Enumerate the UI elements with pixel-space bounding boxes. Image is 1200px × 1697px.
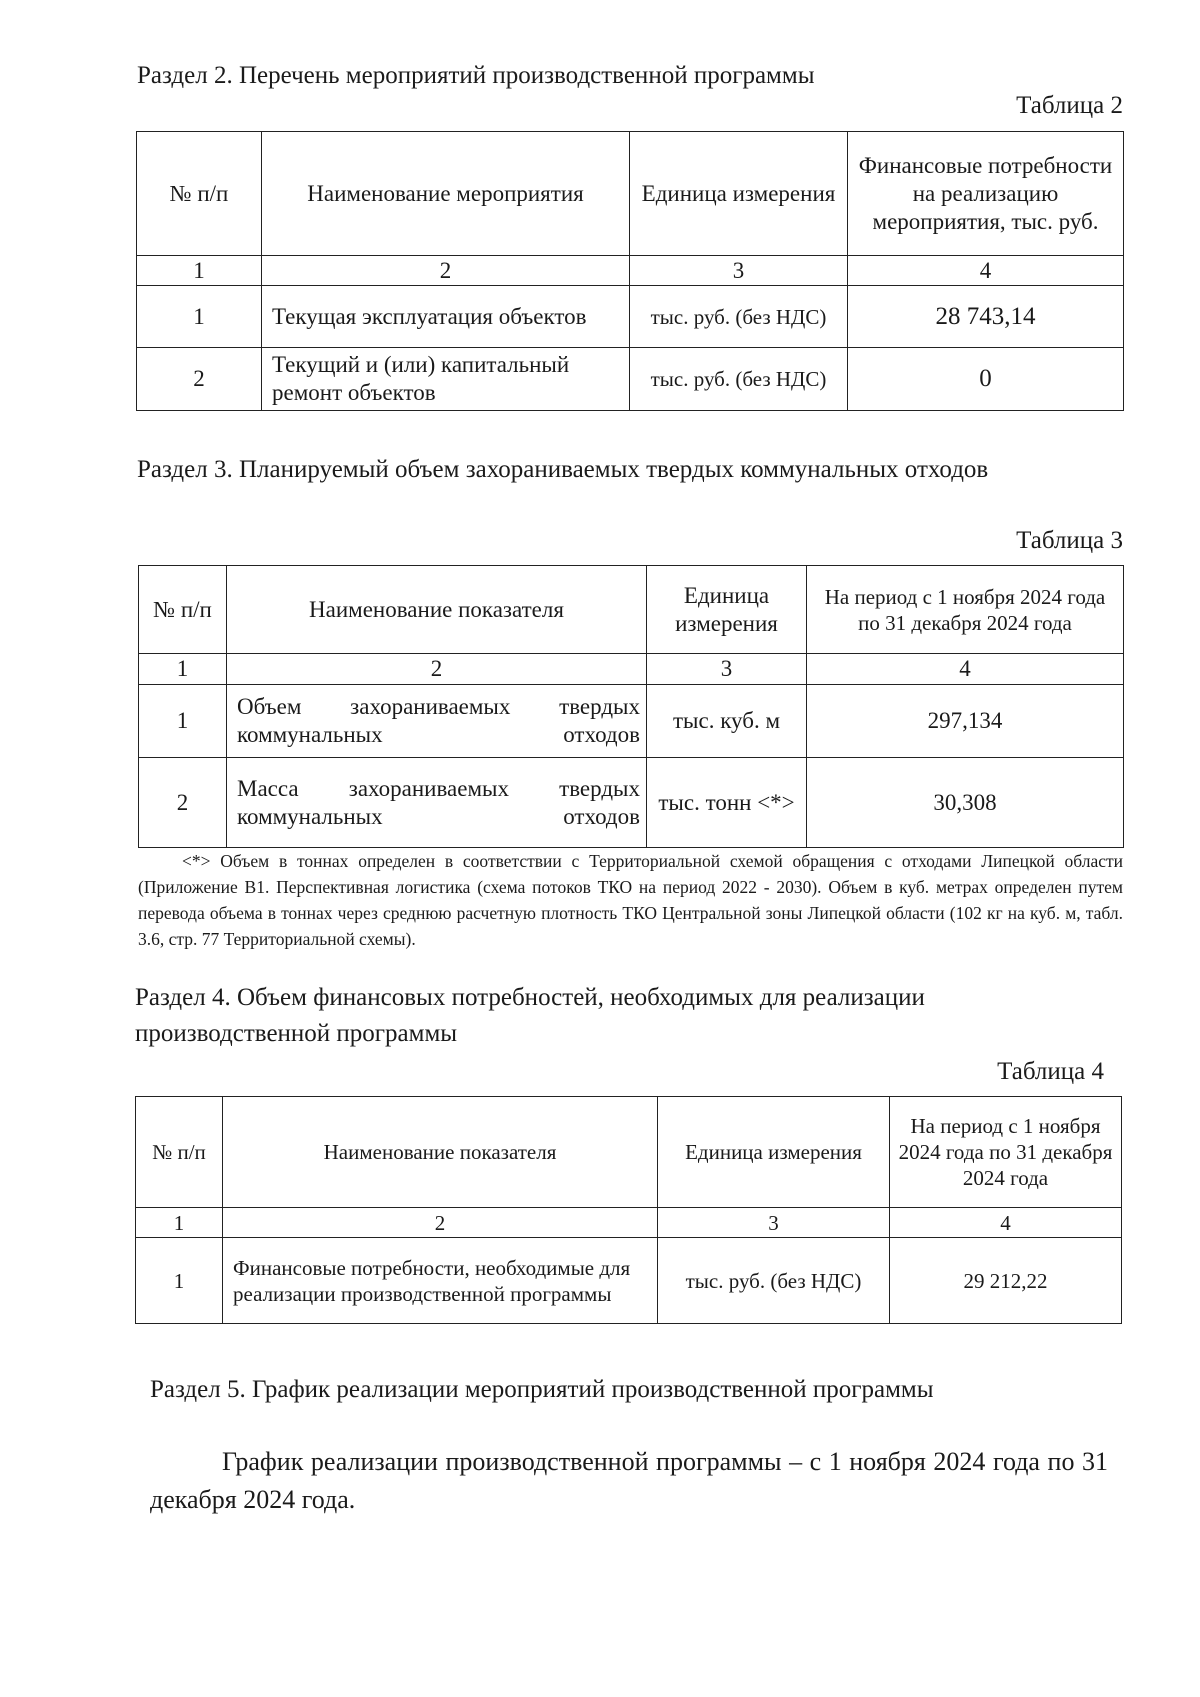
header-cell: На период с 1 ноября 2024 года по 31 декабря 2024 года [890,1097,1122,1208]
row-name-cell: Текущая эксплуатация объектов [262,286,630,348]
row-name-cell: Масса захораниваемых твердых коммунальных отходов [227,758,647,848]
col-number-cell: 1 [137,256,262,286]
header-cell: № п/п [139,566,227,654]
table-2-caption: Таблица 2 [1016,92,1123,119]
table-3-footnote: <*> Объем в тоннах определен в соответствии с Территориальной схемой обращения с отходами Липецкой области (Приложение В1. Перспективная логистика (схема потоков ТКО на период 2022 - 2030). Объем в куб. метрах определен путем перевода объема в тоннах через среднюю расчетную плотность ТКО Центральной зоны Липецкой области (102 кг на куб. м, табл. 3.6, стр. 77 Территориальной схемы). [138,851,1123,949]
row-unit-cell: тыс. руб. (без НДС) [658,1238,890,1324]
table-row [139,685,1124,758]
section-4-heading: Раздел 4. Объем финансовых потребностей, необходимых для реализации производственной программы [135,984,925,1047]
row-name-cell: Текущий и (или) капитальный ремонт объектов [262,348,630,411]
table-2 [136,131,1124,411]
row-unit-cell: тыс. руб. (без НДС) [630,286,848,348]
row-number-cell: 1 [137,286,262,348]
table-row [139,758,1124,848]
section-5-heading: Раздел 5. График реализации мероприятий производственной программы [150,1376,934,1403]
row-number-cell: 2 [137,348,262,411]
table-3 [138,565,1124,848]
header-cell: Единица измерения [647,566,807,654]
row-value-cell: 297,134 [807,685,1124,758]
header-cell: На период с 1 ноября 2024 года по 31 декабря 2024 года [807,566,1124,654]
col-number-cell: 2 [223,1208,658,1238]
header-cell: Единица измерения [658,1097,890,1208]
section-3-heading: Раздел 3. Планируемый объем захораниваемых твердых коммунальных отходов [137,456,989,483]
row-value-cell: 29 212,22 [890,1238,1122,1324]
row-unit-cell: тыс. руб. (без НДС) [630,348,848,411]
table-row [136,1238,1122,1324]
table-4-header-row [136,1097,1122,1208]
col-number-cell: 2 [262,256,630,286]
col-number-cell: 1 [139,654,227,685]
col-number-cell: 3 [658,1208,890,1238]
table-3-caption: Таблица 3 [1016,527,1123,554]
col-number-cell: 3 [630,256,848,286]
table-4-caption: Таблица 4 [997,1058,1104,1085]
row-number-cell: 2 [139,758,227,848]
table-4-colnum-row [136,1208,1122,1238]
row-value-cell: 0 [848,348,1124,411]
table-row [137,286,1124,348]
header-cell: Единица измерения [630,132,848,256]
row-value-cell: 30,308 [807,758,1124,848]
row-name-cell: Объем захораниваемых твердых коммунальных отходов [227,685,647,758]
header-cell: № п/п [137,132,262,256]
row-value-cell: 28 743,14 [848,286,1124,348]
row-number-cell: 1 [139,685,227,758]
header-cell: Наименование мероприятия [262,132,630,256]
header-cell: Наименование показателя [223,1097,658,1208]
row-unit-cell: тыс. тонн <*> [647,758,807,848]
table-row [137,348,1124,411]
section-5-paragraph: График реализации производственной программы – с 1 ноября 2024 года по 31 декабря 2024 года. [150,1447,1108,1514]
table-3-header-row [139,566,1124,654]
section-2-heading: Раздел 2. Перечень мероприятий производственной программы [137,62,815,89]
col-number-cell: 4 [848,256,1124,286]
row-number-cell: 1 [136,1238,223,1324]
table-4 [135,1096,1122,1324]
table-2-colnum-row [137,256,1124,286]
col-number-cell: 1 [136,1208,223,1238]
table-3-colnum-row [139,654,1124,685]
header-cell: Наименование показателя [227,566,647,654]
col-number-cell: 2 [227,654,647,685]
header-cell: № п/п [136,1097,223,1208]
row-name-cell: Финансовые потребности, необходимые для реализации производственной программы [223,1238,658,1324]
col-number-cell: 4 [807,654,1124,685]
row-unit-cell: тыс. куб. м [647,685,807,758]
col-number-cell: 4 [890,1208,1122,1238]
col-number-cell: 3 [647,654,807,685]
table-2-header-row [137,132,1124,256]
header-cell: Финансовые потребности на реализацию мероприятия, тыс. руб. [848,132,1124,256]
